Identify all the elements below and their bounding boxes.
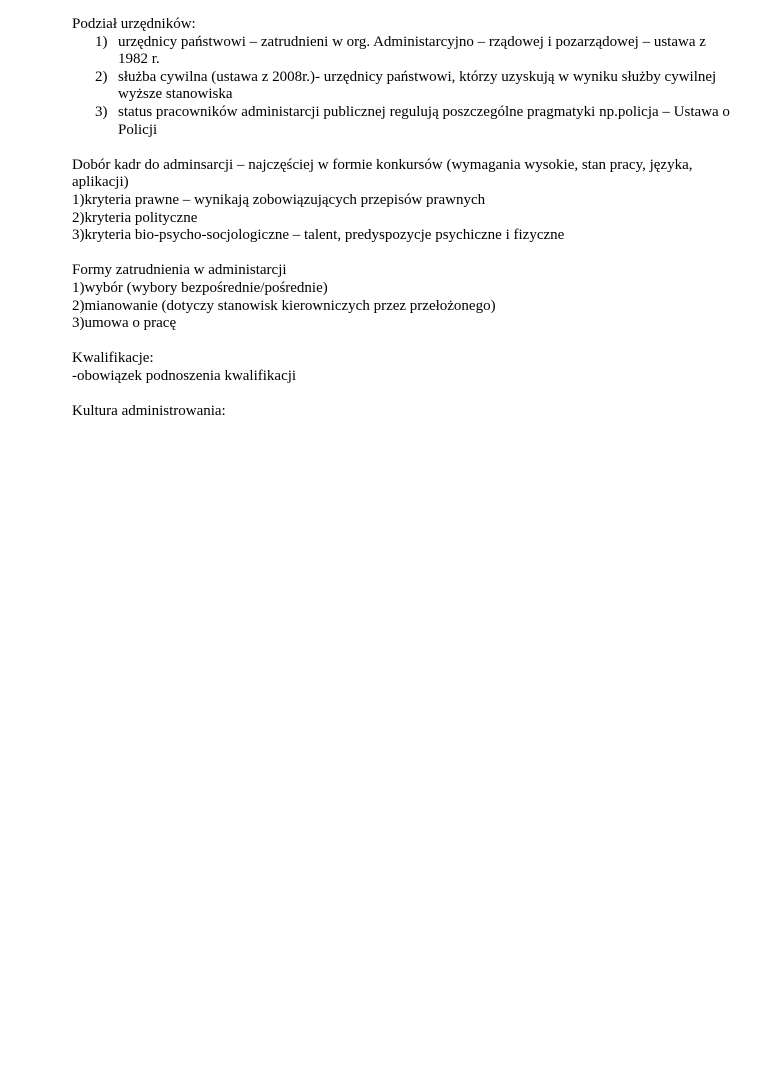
list-item-text-line: Policji <box>118 121 158 138</box>
list-item-text-line: status pracowników administarcji publicznej regulują poszczególne pragmatyki np.policja – Ustawa o <box>118 103 730 120</box>
text-line: 3)umowa o pracę <box>72 315 177 332</box>
paragraph-gap <box>72 333 748 351</box>
heading-podzial-urzednikow: Podział urzędników: <box>72 16 196 32</box>
text-line: 1)wybór (wybory bezpośrednie/pośrednie) <box>72 279 328 296</box>
list-item-number: 1) <box>95 33 108 50</box>
text-line: 3)kryteria bio-psycho-socjologiczne – talent, predyspozycje psychiczne i fizyczne <box>72 227 565 244</box>
text-line: Dobór kadr do adminsarcji – najczęściej w formie konkursów (wymagania wysokie, stan pracy, języka, <box>72 156 693 173</box>
section-kultura-administrowania <box>72 403 748 421</box>
text-line: Kwalifikacje: <box>72 350 154 367</box>
text-line: 2)kryteria polityczne <box>72 209 198 226</box>
list-item <box>72 69 748 104</box>
list-item-text-line: wyższe stanowiska <box>118 86 233 103</box>
document-page <box>72 16 748 421</box>
list-item-number: 2) <box>95 68 108 85</box>
section-formy-zatrudnienia <box>72 262 748 332</box>
list-item-text-line: 1982 r. <box>118 51 160 68</box>
section-kwalifikacje <box>72 350 748 385</box>
list-item-number: 3) <box>95 103 108 120</box>
text-line: Kultura administrowania: <box>72 403 226 420</box>
list-podzial-urzednikow <box>72 34 748 140</box>
text-line: 1)kryteria prawne – wynikają zobowiązujących przepisów prawnych <box>72 191 486 208</box>
list-item <box>72 104 748 139</box>
list-item-text-line: służba cywilna (ustawa z 2008r.)- urzędnicy państwowi, którzy uzyskują w wyniku służby cywilnej <box>118 68 717 85</box>
list-item <box>72 34 748 69</box>
paragraph-gap <box>72 139 748 157</box>
text-line: aplikacji) <box>72 174 129 191</box>
paragraph-gap <box>72 385 748 403</box>
text-line: 2)mianowanie (dotyczy stanowisk kierowniczych przez przełożonego) <box>72 297 496 314</box>
text-line: -obowiązek podnoszenia kwalifikacji <box>72 367 297 384</box>
list-item-text-line: urzędnicy państwowi – zatrudnieni w org. Administarcyjno – rządowej i pozarządowej – ustawa z <box>118 33 706 50</box>
section-dobor-kadr <box>72 157 748 245</box>
text-line: Formy zatrudnienia w administarcji <box>72 262 287 279</box>
paragraph-gap <box>72 245 748 263</box>
